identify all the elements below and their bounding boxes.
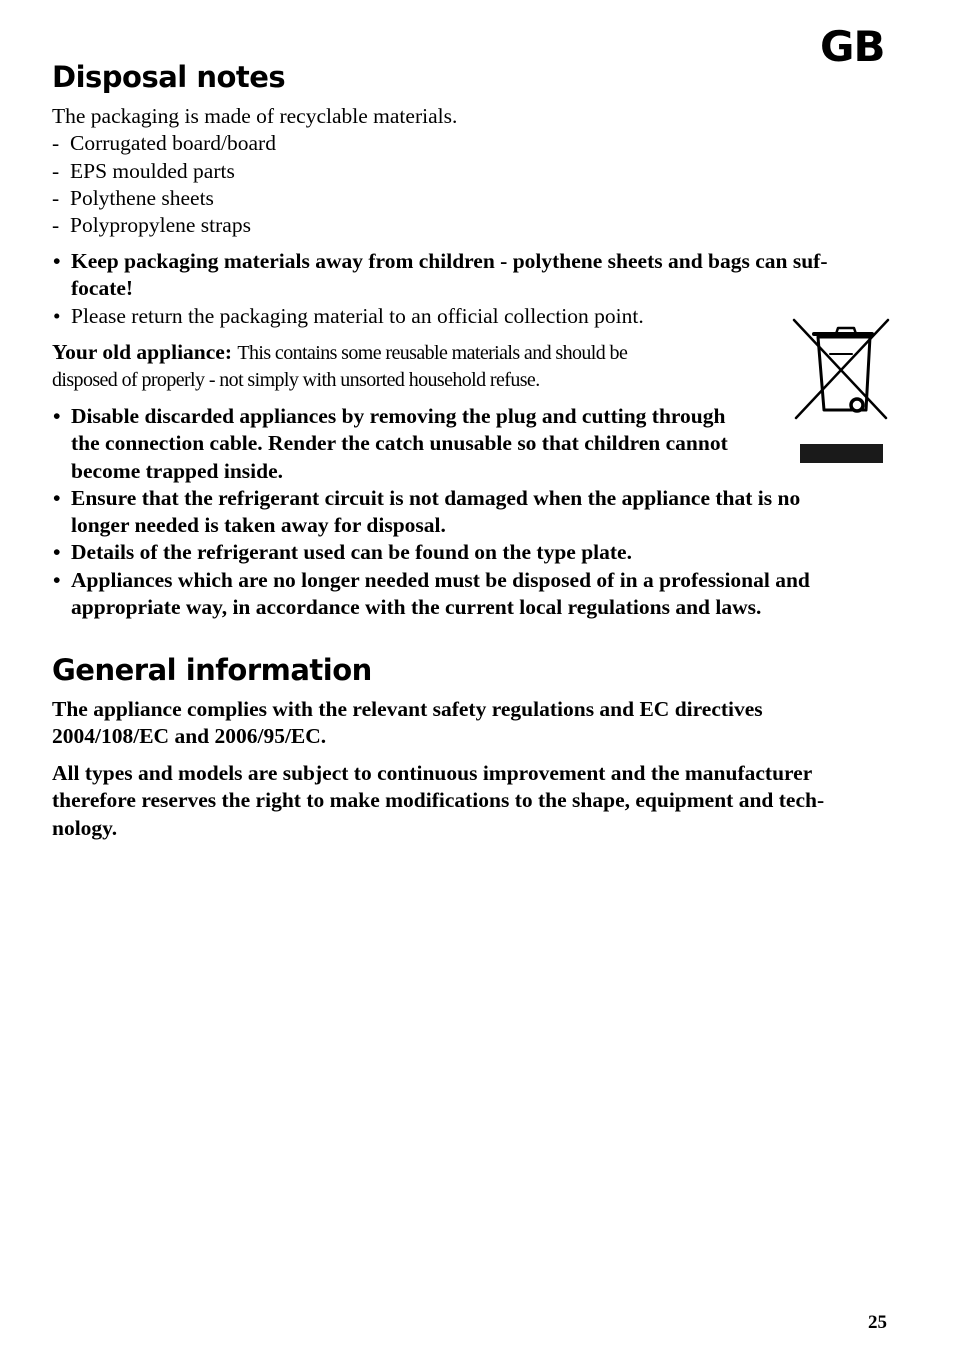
instruction-item: • Details of the refrigerant used can be found on the type plate.	[53, 540, 632, 565]
return-packaging-note: • Please return the packaging material to an official collection point.	[53, 303, 644, 328]
improvement-paragraph: All types and models are subject to continuous improvement and the manufacturer therefore reserves the right to make modifications to the shape, equipment and tech- nology.	[52, 761, 825, 840]
language-badge: GB	[820, 22, 885, 71]
disposal-instructions-list	[52, 403, 810, 621]
instruction-item: • Ensure that the refrigerant circuit is not damaged when the appliance that is no longer needed is taken away for disposal.	[53, 485, 801, 538]
material-item: - EPS moulded parts	[52, 158, 235, 183]
material-item: - Corrugated board/board	[52, 131, 276, 156]
crossed-out-wheelie-bin-icon	[790, 318, 890, 424]
general-information-heading: General information	[52, 653, 372, 687]
instruction-item: • Disable discarded appliances by removing the plug and cutting through the connection cable. Render the catch unusable so that children cannot become trapped inside.	[53, 404, 728, 483]
bin-underline-bar	[800, 444, 883, 463]
child-safety-warning: • Keep packaging materials away from children - polythene sheets and bags can suf- focate!	[53, 249, 828, 301]
page-number: 25	[868, 1312, 887, 1333]
packaging-intro: The packaging is made of recyclable materials.	[52, 104, 458, 128]
material-item: - Polythene sheets	[52, 185, 214, 210]
old-appliance-paragraph: Your old appliance: This contains some reusable materials and should be disposed of properly - not simply with unsorted household refuse.	[52, 340, 628, 392]
packaging-intro-block	[52, 103, 457, 239]
disposal-notes-heading: Disposal notes	[52, 60, 286, 94]
packaging-warning-block	[52, 248, 828, 330]
instruction-item: • Appliances which are no longer needed must be disposed of in a professional and appropriate way, in accordance with the current local regulations and laws.	[53, 567, 810, 620]
compliance-paragraph: The appliance complies with the relevant safety regulations and EC directives 2004/108/EC and 2006/95/EC.	[52, 697, 763, 749]
material-item: - Polypropylene straps	[52, 213, 251, 238]
old-appliance-label: Your old appliance:	[52, 340, 232, 364]
